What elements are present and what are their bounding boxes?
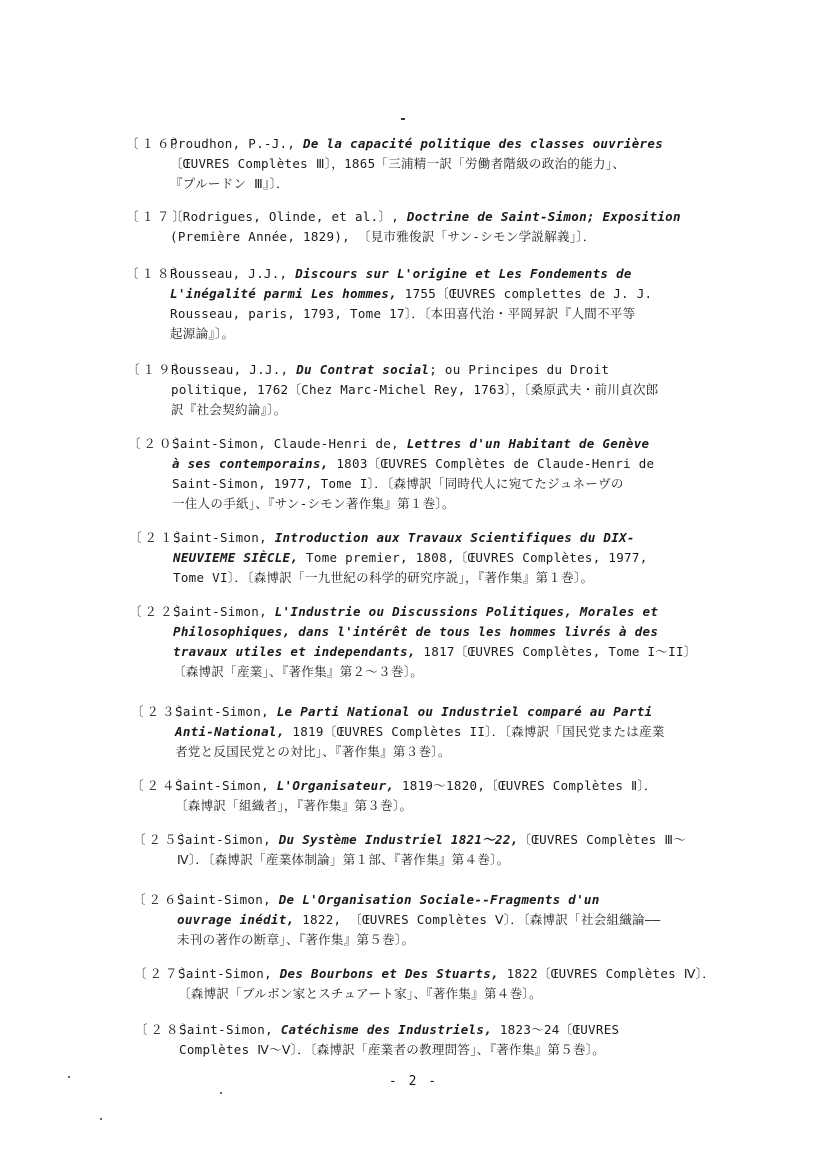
entry-text: 1819〔ŒUVRES Complètes II〕．〔森博訳「国民党または産業 <box>284 724 665 739</box>
entry-line <box>127 380 717 400</box>
entry-line <box>126 304 716 324</box>
entry-text: 未刊の著作の断章」、『著作集』第５巻〕。 <box>177 932 415 947</box>
entry-line <box>135 1040 725 1060</box>
entry-title: à ses contemporains, <box>172 456 329 471</box>
entry-text: Saint-Simon, <box>173 604 275 619</box>
entry-line <box>131 742 721 762</box>
entry-text: 1822〔ŒUVRES Complètes Ⅳ〕． <box>498 966 716 981</box>
bibliography-entry-20 <box>128 434 718 514</box>
entry-text: Rousseau, J.J., <box>171 362 297 377</box>
entry-number: 〔２５〕 <box>133 832 196 847</box>
entry-number: 〔１７〕 <box>126 209 189 224</box>
bibliography-entry-23 <box>131 702 721 762</box>
entry-number: 〔１６〕 <box>126 136 189 151</box>
entry-title: L'Organisateur, <box>276 778 395 793</box>
entry-text: 〔ŒUVRES Complètes Ⅲ〕，1865「三浦精一訳「労働者階級の政治的能力」、 <box>170 156 626 171</box>
entry-line <box>128 474 718 494</box>
entry-line <box>133 850 723 870</box>
entry-line <box>127 400 717 420</box>
scan-speck <box>220 1092 222 1094</box>
entry-line <box>131 702 721 722</box>
bibliography-entry-17 <box>126 207 716 247</box>
entry-line <box>135 1020 725 1040</box>
entry-text: 〔森博訳「組織者」，『著作集』第３巻〕。 <box>175 798 413 813</box>
entry-line <box>128 434 718 454</box>
entry-line <box>129 622 719 642</box>
entry-text: (Première Année, 1829), 〔見市雅俊訳「サン-シモン学説解義」〕． <box>170 229 596 244</box>
entry-text: 1819～1820,〔ŒUVRES Complètes Ⅱ〕． <box>394 778 657 793</box>
entry-line <box>129 568 719 588</box>
bibliography-entry-16 <box>126 134 716 194</box>
entry-text: 1755〔ŒUVRES complettes de J. J. <box>396 286 653 301</box>
entry-text: 1803〔ŒUVRES Complètes de Claude-Henri de <box>328 456 655 471</box>
bibliography-entry-27 <box>134 964 724 1004</box>
entry-text: Saint-Simon, <box>177 892 279 907</box>
entry-line <box>126 227 716 247</box>
entry-number: 〔２４〕 <box>131 778 194 793</box>
entry-text: 一住人の手紙」、『サン-シモン著作集』第１巻〕。 <box>172 496 455 511</box>
entry-line <box>133 930 723 950</box>
entry-title: Discours sur L'origine et Les Fondements de <box>295 266 632 281</box>
entry-text: politique, 1762〔Chez Marc-Michel Rey, 1763〕，〔桑原武夫・前川貞次郎 <box>171 382 659 397</box>
entry-text: 訳『社会契約論』〕。 <box>171 402 287 417</box>
entry-title: Anti-National, <box>175 724 285 739</box>
entry-number: 〔１９〕 <box>127 362 190 377</box>
entry-text: Ⅳ〕．〔森博訳「産業体制論」第１部、『著作集』第４巻〕。 <box>177 852 510 867</box>
bibliography-entry-18 <box>126 264 716 344</box>
scan-speck <box>100 1118 102 1120</box>
entry-line <box>126 324 716 344</box>
page-number: - 2 - <box>388 1074 439 1089</box>
entry-line <box>133 890 723 910</box>
entry-text: 〔Rodrigues, Olinde, et al.〕, <box>170 209 407 224</box>
entry-text: Tome premier, 1808,〔ŒUVRES Complètes, 1977, <box>298 550 648 565</box>
entry-text: Saint-Simon, 1977, Tome I〕．〔森博訳「同時代人に宛てたジュネーヴの <box>172 476 624 491</box>
entry-title: ouvrage inédit, <box>177 912 295 927</box>
entry-text: Saint-Simon, <box>175 778 277 793</box>
entry-line <box>126 134 716 154</box>
entry-text: Rousseau, J.J., <box>170 266 296 281</box>
entry-text: Saint-Simon, <box>173 530 275 545</box>
entry-line <box>133 910 723 930</box>
entry-line <box>126 284 716 304</box>
entry-number: 〔２８〕 <box>135 1022 198 1037</box>
entry-number: 〔２２〕 <box>129 604 192 619</box>
entry-title: L'inégalité parmi Les hommes, <box>170 286 397 301</box>
entry-title: NEUVIEME SIÈCLE, <box>173 550 299 565</box>
entry-line <box>126 264 716 284</box>
bibliography-entry-22 <box>129 602 719 682</box>
entry-line <box>129 528 719 548</box>
entry-text: Saint-Simon, <box>179 1022 281 1037</box>
entry-text: 1823～24〔ŒUVRES <box>492 1022 620 1037</box>
entry-title: De la capacité politique des classes ouvrières <box>303 136 664 151</box>
entry-text: 1817〔ŒUVRES Complètes, Tome I～II〕 <box>415 644 697 659</box>
entry-line <box>128 454 718 474</box>
entry-title: Lettres d'un Habitant de Genève <box>406 436 650 451</box>
entry-line <box>129 548 719 568</box>
entry-line <box>133 830 723 850</box>
entry-text: Proudhon, P.-J., <box>170 136 304 151</box>
entry-number: 〔２６〕 <box>133 892 196 907</box>
entry-title: Du Système Industriel 1821～22, <box>278 832 519 847</box>
entry-text: Rousseau, paris, 1793, Tome 17〕．〔本田喜代治・平岡昇訳『人間不平等 <box>170 306 636 321</box>
entry-text: 〔ŒUVRES Complètes Ⅲ～ <box>518 832 687 847</box>
bibliography-entry-24 <box>131 776 721 816</box>
entry-text: 1822, 〔ŒUVRES Complètes Ⅴ〕．〔森博訳「社会組織論―― <box>294 912 661 927</box>
entry-text: Saint-Simon, <box>177 832 279 847</box>
entry-text: 〔森博訳「ブルボン家とスチュアート家」、『著作集』第４巻〕。 <box>178 986 542 1001</box>
entry-title: Catéchisme des Industriels, <box>280 1022 493 1037</box>
entry-line <box>129 602 719 622</box>
entry-line <box>131 796 721 816</box>
entry-line <box>134 964 724 984</box>
entry-title: Philosophiques, dans l'intérêt de tous les hommes livrés à des <box>173 624 659 639</box>
bibliography-entry-25 <box>133 830 723 870</box>
entry-line <box>126 154 716 174</box>
entry-text: ; ou Principes du Droit <box>429 362 610 377</box>
scan-speck <box>68 1076 70 1078</box>
entry-line <box>127 360 717 380</box>
entry-line <box>128 494 718 514</box>
entry-number: 〔２０〕 <box>128 436 191 451</box>
bibliography-entry-26 <box>133 890 723 950</box>
entry-number: 〔２３〕 <box>131 704 194 719</box>
entry-text: Saint-Simon, <box>178 966 280 981</box>
entry-number: 〔２７〕 <box>134 966 197 981</box>
entry-title: De L'Organisation Sociale--Fragments d'un <box>278 892 600 907</box>
entry-line <box>129 642 719 662</box>
entry-text: 者党と反国民党との対比」、『著作集』第３巻〕。 <box>175 744 451 759</box>
entry-title: L'Industrie ou Discussions Politiques, Morales et <box>274 604 659 619</box>
entry-text: Saint-Simon, Claude-Henri de, <box>172 436 407 451</box>
entry-line <box>126 207 716 227</box>
entry-text: 『プルードン Ⅲ』〕． <box>170 176 289 191</box>
scan-mark <box>401 118 405 120</box>
bibliography-entry-28 <box>135 1020 725 1060</box>
entry-line <box>134 984 724 1004</box>
entry-number: 〔１８〕 <box>126 266 189 281</box>
entry-text: Complètes Ⅳ～Ⅴ〕．〔森博訳「産業者の教理問答」、『著作集』第５巻〕。 <box>179 1042 606 1057</box>
entry-line <box>126 174 716 194</box>
entry-text: 起源論』〕。 <box>170 326 235 341</box>
entry-line <box>129 662 719 682</box>
entry-title: Des Bourbons et Des Stuarts, <box>279 966 499 981</box>
entry-title: travaux utiles et independants, <box>173 644 416 659</box>
entry-title: Le Parti National ou Industriel comparé au Parti <box>276 704 653 719</box>
entry-text: Saint-Simon, <box>175 704 277 719</box>
bibliography-entry-21 <box>129 528 719 588</box>
entry-text: 〔森博訳「産業」、『著作集』第２～３巻〕。 <box>173 664 424 679</box>
entry-line <box>131 776 721 796</box>
entry-text: Tome VI〕．〔森博訳「一九世紀の科学的研究序説」，『著作集』第１巻〕。 <box>173 570 594 585</box>
entry-line <box>131 722 721 742</box>
entry-title: Introduction aux Travaux Scientifiques du DIX- <box>274 530 635 545</box>
entry-title: Du Contrat social <box>296 362 430 377</box>
entry-number: 〔２１〕 <box>129 530 192 545</box>
entry-title: Doctrine de Saint-Simon; Exposition <box>406 209 681 224</box>
bibliography-entry-19 <box>127 360 717 420</box>
